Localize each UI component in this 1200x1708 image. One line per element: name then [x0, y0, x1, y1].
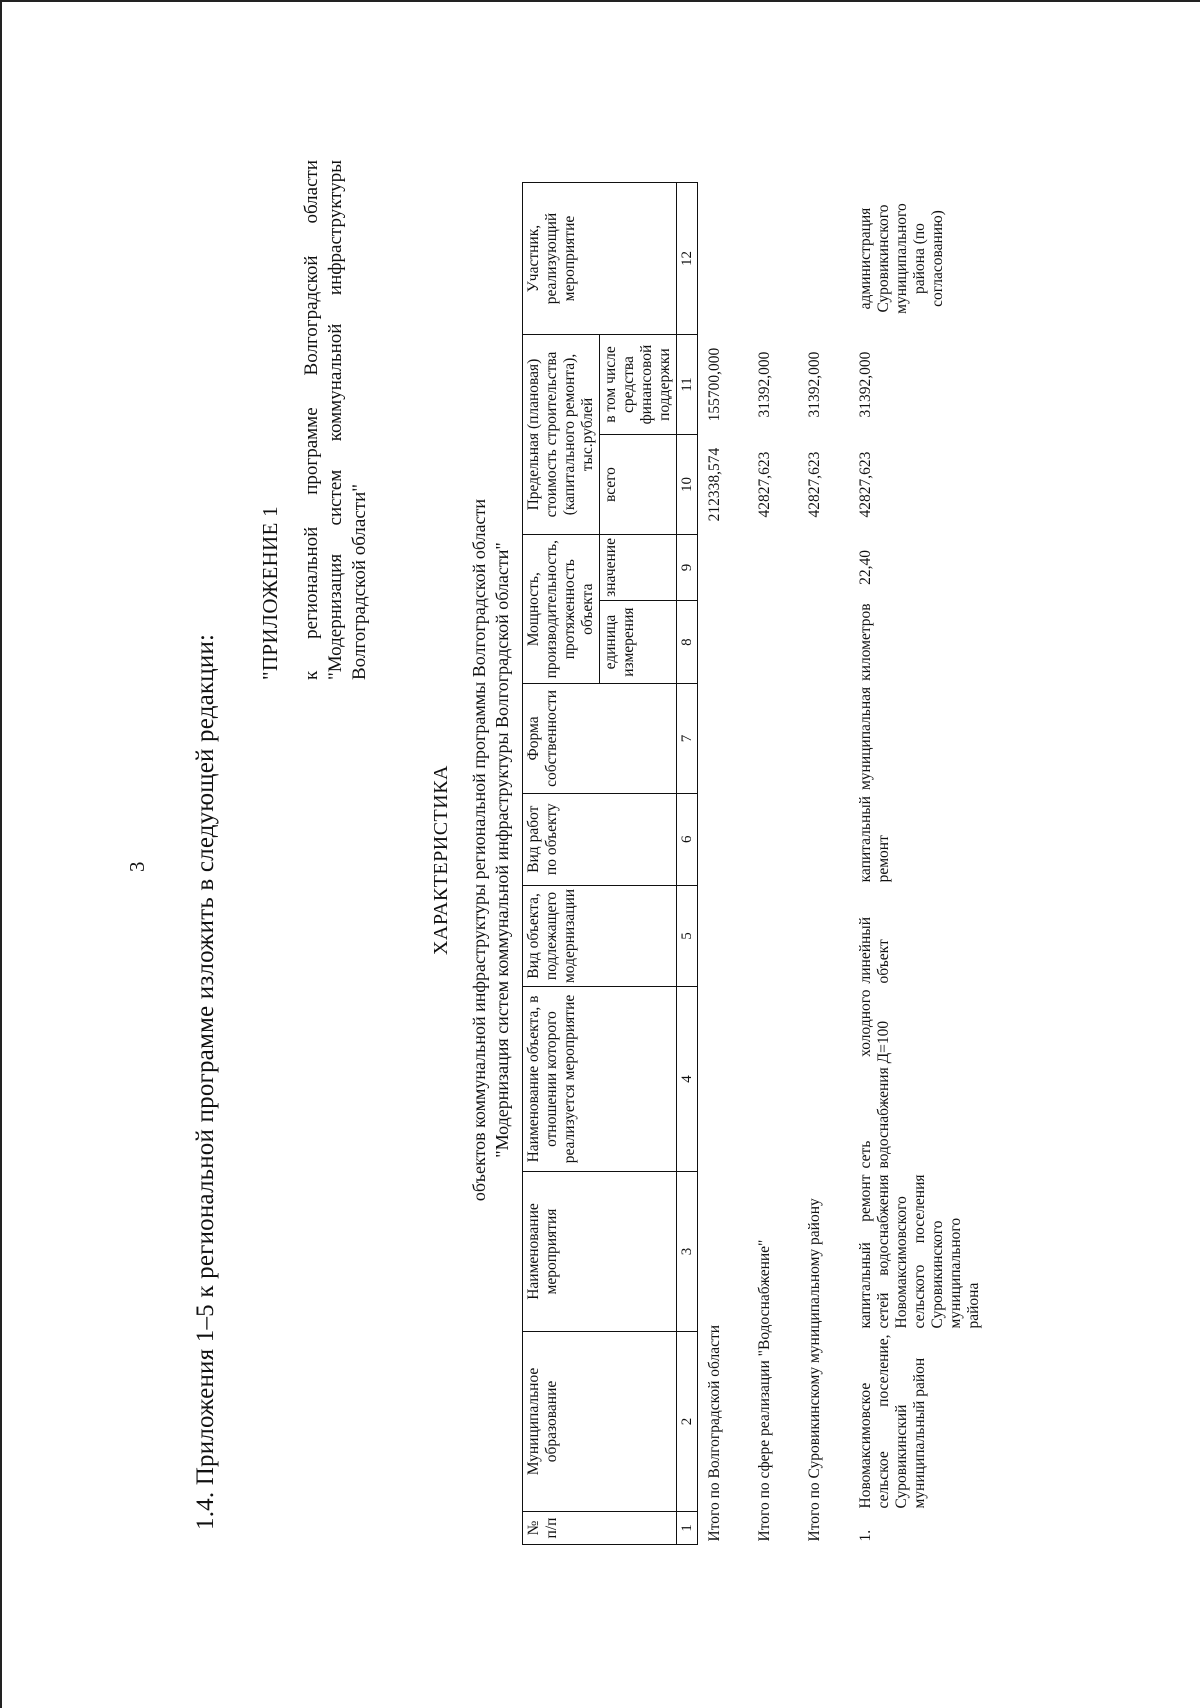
- document-title: ХАРАКТЕРИСТИКА: [430, 764, 452, 956]
- page-number: 3: [125, 861, 149, 872]
- header-cost-total: всего: [600, 435, 677, 535]
- rotated-page: [30, 40, 1180, 1680]
- row-support: 31392,000: [857, 351, 874, 418]
- intro-line: 1.4. Приложения 1–5 к региональной программе изложить в следующей редакции:: [192, 633, 219, 1530]
- column-number-row: [677, 183, 698, 1545]
- column-number: 6: [677, 793, 698, 885]
- header-municipality: Муниципальное образование: [523, 1332, 677, 1512]
- header-work-type: Вид работ по объекту: [523, 793, 677, 885]
- column-number: 7: [677, 684, 698, 793]
- row-value: 22,40: [857, 550, 874, 585]
- row-unit: километров: [857, 603, 874, 681]
- total-cost: 42827,623: [756, 451, 773, 518]
- row-object-type: линейный объект: [857, 916, 892, 984]
- row-ownership: муниципальная: [857, 686, 874, 791]
- appendix-heading: "ПРИЛОЖЕНИЕ 1: [258, 506, 282, 680]
- total-cost: 42827,623: [806, 451, 823, 518]
- header-object-type: Вид объекта, подлежащего модернизации: [523, 885, 677, 986]
- column-number: 12: [677, 183, 698, 335]
- header-capacity-value: значение: [600, 535, 677, 601]
- table-row-total-water: [748, 183, 798, 1545]
- total-label: Итого по сфере реализации "Водоснабжение": [756, 1239, 773, 1542]
- total-support: 155700,000: [706, 347, 723, 422]
- table-row-total-district: [798, 183, 848, 1545]
- column-number: 2: [677, 1332, 698, 1512]
- header-cost-support: в том числе средства финансовой поддержки: [600, 335, 677, 435]
- header-cost: Предельная (плановая) стоимость строительства (капитального ремонта), тыс.рублей: [523, 335, 600, 535]
- column-number: 10: [677, 435, 698, 535]
- header-capacity: Мощность, производительность, протяженность объекта: [523, 535, 600, 684]
- table-row: [848, 183, 985, 1545]
- row-total-cost: 42827,623: [857, 451, 874, 518]
- table-header-row: [523, 183, 600, 1545]
- total-support: 31392,000: [806, 351, 823, 418]
- header-activity: Наименование мероприятия: [523, 1172, 677, 1332]
- column-number: 1: [677, 1512, 698, 1545]
- total-label: Итого по Суровикинскому муниципальному району: [806, 1198, 823, 1542]
- appendix-text: к региональной программе Волгоградской области "Модернизация систем коммунальной инфраструктуры Волгоградской области": [301, 160, 370, 680]
- table-row-total-region: [698, 183, 749, 1545]
- row-num: 1.: [857, 1529, 874, 1542]
- page-edge-top: [0, 0, 1200, 2]
- header-capacity-unit: единица измерения: [600, 600, 677, 684]
- column-number: 11: [677, 335, 698, 435]
- row-work-type: капитальный ремонт: [857, 796, 892, 883]
- column-number: 9: [677, 535, 698, 601]
- total-cost: 212338,574: [706, 447, 723, 522]
- header-participant: Участник, реализующий мероприятие: [523, 183, 677, 335]
- row-participant: администрация Суровикинского муниципального района (по согласованию): [857, 203, 946, 314]
- header-num: № п/п: [523, 1512, 677, 1545]
- column-number: 5: [677, 885, 698, 986]
- row-municipality: Новомаксимовское сельское поселение, Суровикинский муниципальный район: [857, 1334, 928, 1509]
- column-number: 4: [677, 987, 698, 1172]
- header-ownership: Форма собственности: [523, 684, 677, 793]
- row-object-name: сеть холодного водоснабжения Д=100: [857, 989, 892, 1169]
- total-support: 31392,000: [756, 351, 773, 418]
- page-edge-left: [0, 0, 2, 1708]
- characteristics-table: [522, 182, 985, 1545]
- total-label: Итого по Волгоградской области: [706, 1324, 723, 1542]
- column-number: 3: [677, 1172, 698, 1332]
- row-activity: капитальный ремонт сетей водоснабжения Новомаксимовского сельского поселения Суровикинского муниципального района: [857, 1174, 982, 1329]
- column-number: 8: [677, 600, 698, 684]
- header-object-name: Наименование объекта, в отношении которого реализуется мероприятие: [523, 987, 677, 1172]
- document-subtitle: объектов коммунальной инфраструктуры региональной программы Волгоградской области "Модернизация систем коммунальной инфраструктуры Волгоградской области": [469, 498, 512, 1202]
